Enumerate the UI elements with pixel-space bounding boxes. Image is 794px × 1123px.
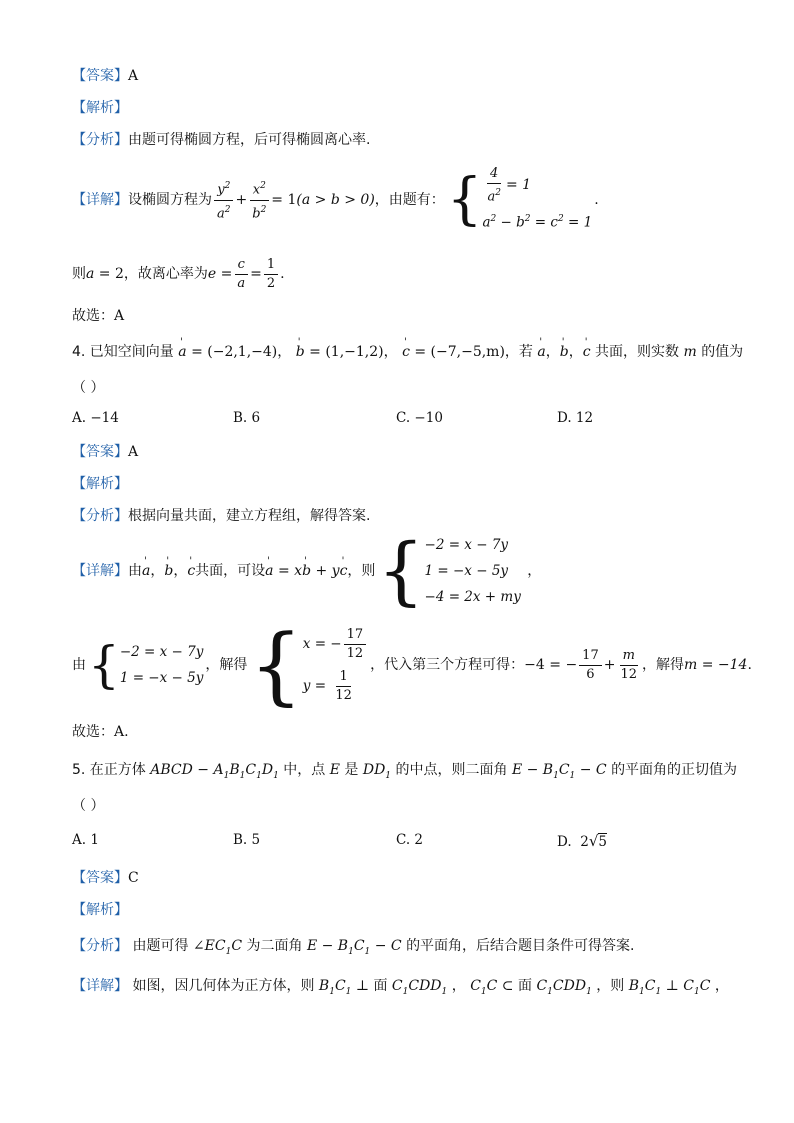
q4-paren: （ ） — [72, 380, 105, 396]
q4-fenxi-line: 【分析】根据向量共面，建立方程组，解得答案. — [72, 508, 371, 524]
q4-option-c: C. −10 — [396, 410, 443, 426]
then-pre: 则 — [72, 266, 86, 282]
q3-then-line: 则 a = 2 ，故离心率为 e = $\frac{c}{a}$ = $\frac{1}{2}$ . — [72, 256, 285, 291]
analysis-tag: 【解析】 — [72, 100, 128, 116]
q4-system-2: { −2 = x − 7y 1 = −x − 5y — [88, 636, 204, 694]
q3-system: { $\frac{4}{a^2}$ = 1 $a^2 - b^2 = c^2 = 1$ — [446, 165, 593, 232]
ellipse-term-x: $\frac{x^2}{b^2}$ — [249, 177, 269, 223]
q4-option-d: D. 12 — [557, 410, 594, 426]
q4-result: m = −14 — [684, 657, 748, 673]
q4-option-a: A. −14 — [72, 410, 119, 426]
q3-xiangjie-line: 【详解】 设椭圆方程为 $\frac{y^2}{a^2}$ + $\frac{x^2}{b^2}$ = 1 (a > b > 0) ，由题有： { $\frac{4}{a^2}$ = 1 $a^2 - b^2 = c^2 = 1$ . — [72, 170, 599, 230]
ellipse-term-y: $\frac{y^2}{a^2}$ — [214, 177, 234, 223]
q3-analysis-line — [72, 98, 128, 118]
q5-stem: 5. 在正方体 ABCD − $A_1B_1C_1D_1$ 中，点 E 是 $DD_1$ 的中点，则二面角 $E - B_1C_1 - C$ 的平面角的正切值为 — [72, 762, 738, 781]
q5-option-d: D. 2√5 — [557, 832, 607, 850]
q4-system-1: { −2 = x − 7y 1 = −x − 5y −4 = 2x + my — [377, 528, 521, 614]
q4-solve-line: 由 { −2 = x − 7y 1 = −x − 5y ，解得 { x = − $\frac{17}{12}$ y = $\frac{1}{12}$ ，代入第三个方程可得： −4 = − $\frac{17}{6}$ + $\frac{m}{12}$ ，解得 m = −14 . — [72, 616, 752, 714]
q4-option-b: B. 6 — [233, 410, 261, 426]
q3-answer-line — [72, 66, 138, 86]
q4-solution: { x = − $\frac{17}{12}$ y = $\frac{1}{12}$ — [249, 623, 368, 707]
q4-xiangjie-line: 【详解】 由 ' a ， ' b ， ' c 共面，可设 ' a = x' b + y' c ，则 { −2 = x − 7y 1 = −x − 5y −4 = 2x + my ， — [72, 534, 541, 608]
q4-fenxi-text: 根据向量共面，建立方程组，解得答案. — [128, 508, 371, 524]
fenxi-text: 由题可得椭圆方程，后可得椭圆离心率. — [128, 132, 371, 148]
q5-option-a: A. 1 — [72, 832, 99, 848]
xiangjie-tag: 【详解】 — [72, 192, 128, 208]
q5-option-b: B. 5 — [233, 832, 261, 848]
answer-value: A — [128, 68, 139, 84]
q5-xiangjie-line: 【详解】 如图，因几何体为正方体，则 $B_1C_1$ ⊥ 面 $C_1CDD_1$ ， $C_1C$ ⊂ 面 $C_1CDD_1$ ，则 $B_1C_1$ ⊥ $C_1C$ ， — [72, 978, 729, 997]
fenxi-tag: 【分析】 — [72, 132, 128, 148]
ellipse-condition: (a > b > 0) — [296, 192, 375, 208]
xiangjie-mid: ，由题有： — [374, 192, 445, 208]
q4-answer-value: A — [128, 444, 139, 460]
q5-paren: （ ） — [72, 798, 105, 814]
q3-choose: 故选：A — [72, 308, 125, 324]
then-mid: ，故离心率为 — [123, 266, 208, 282]
q4-analysis-line: 【解析】 — [72, 476, 128, 492]
q5-option-c: C. 2 — [396, 832, 424, 848]
q4-answer-line: 【答案】A — [72, 444, 139, 460]
xiangjie-text: 设椭圆方程为 — [128, 192, 212, 208]
q4-choose: 故选：A. — [72, 724, 129, 740]
q5-analysis-line: 【解析】 — [72, 902, 128, 918]
q4-stem: 4. 已知空间向量 ' a = (−2,1,−4)， ' b = (1,−1,2)， ' c = (−7,−5,m)，若 ' a，' b，' c 共面，则实数 m 的值为 — [72, 342, 743, 362]
q5-fenxi-line: 【分析】 由题可得 $\angle EC_1C$ 为二面角 $E - B_1C_1 - C$ 的平面角，后结合题目条件可得答案. — [72, 938, 635, 957]
q3-fenxi-line — [72, 130, 370, 150]
answer-tag: 【答案】 — [72, 68, 128, 84]
q5-answer-line: 【答案】C — [72, 870, 139, 886]
q5-answer-value: C — [128, 870, 139, 886]
